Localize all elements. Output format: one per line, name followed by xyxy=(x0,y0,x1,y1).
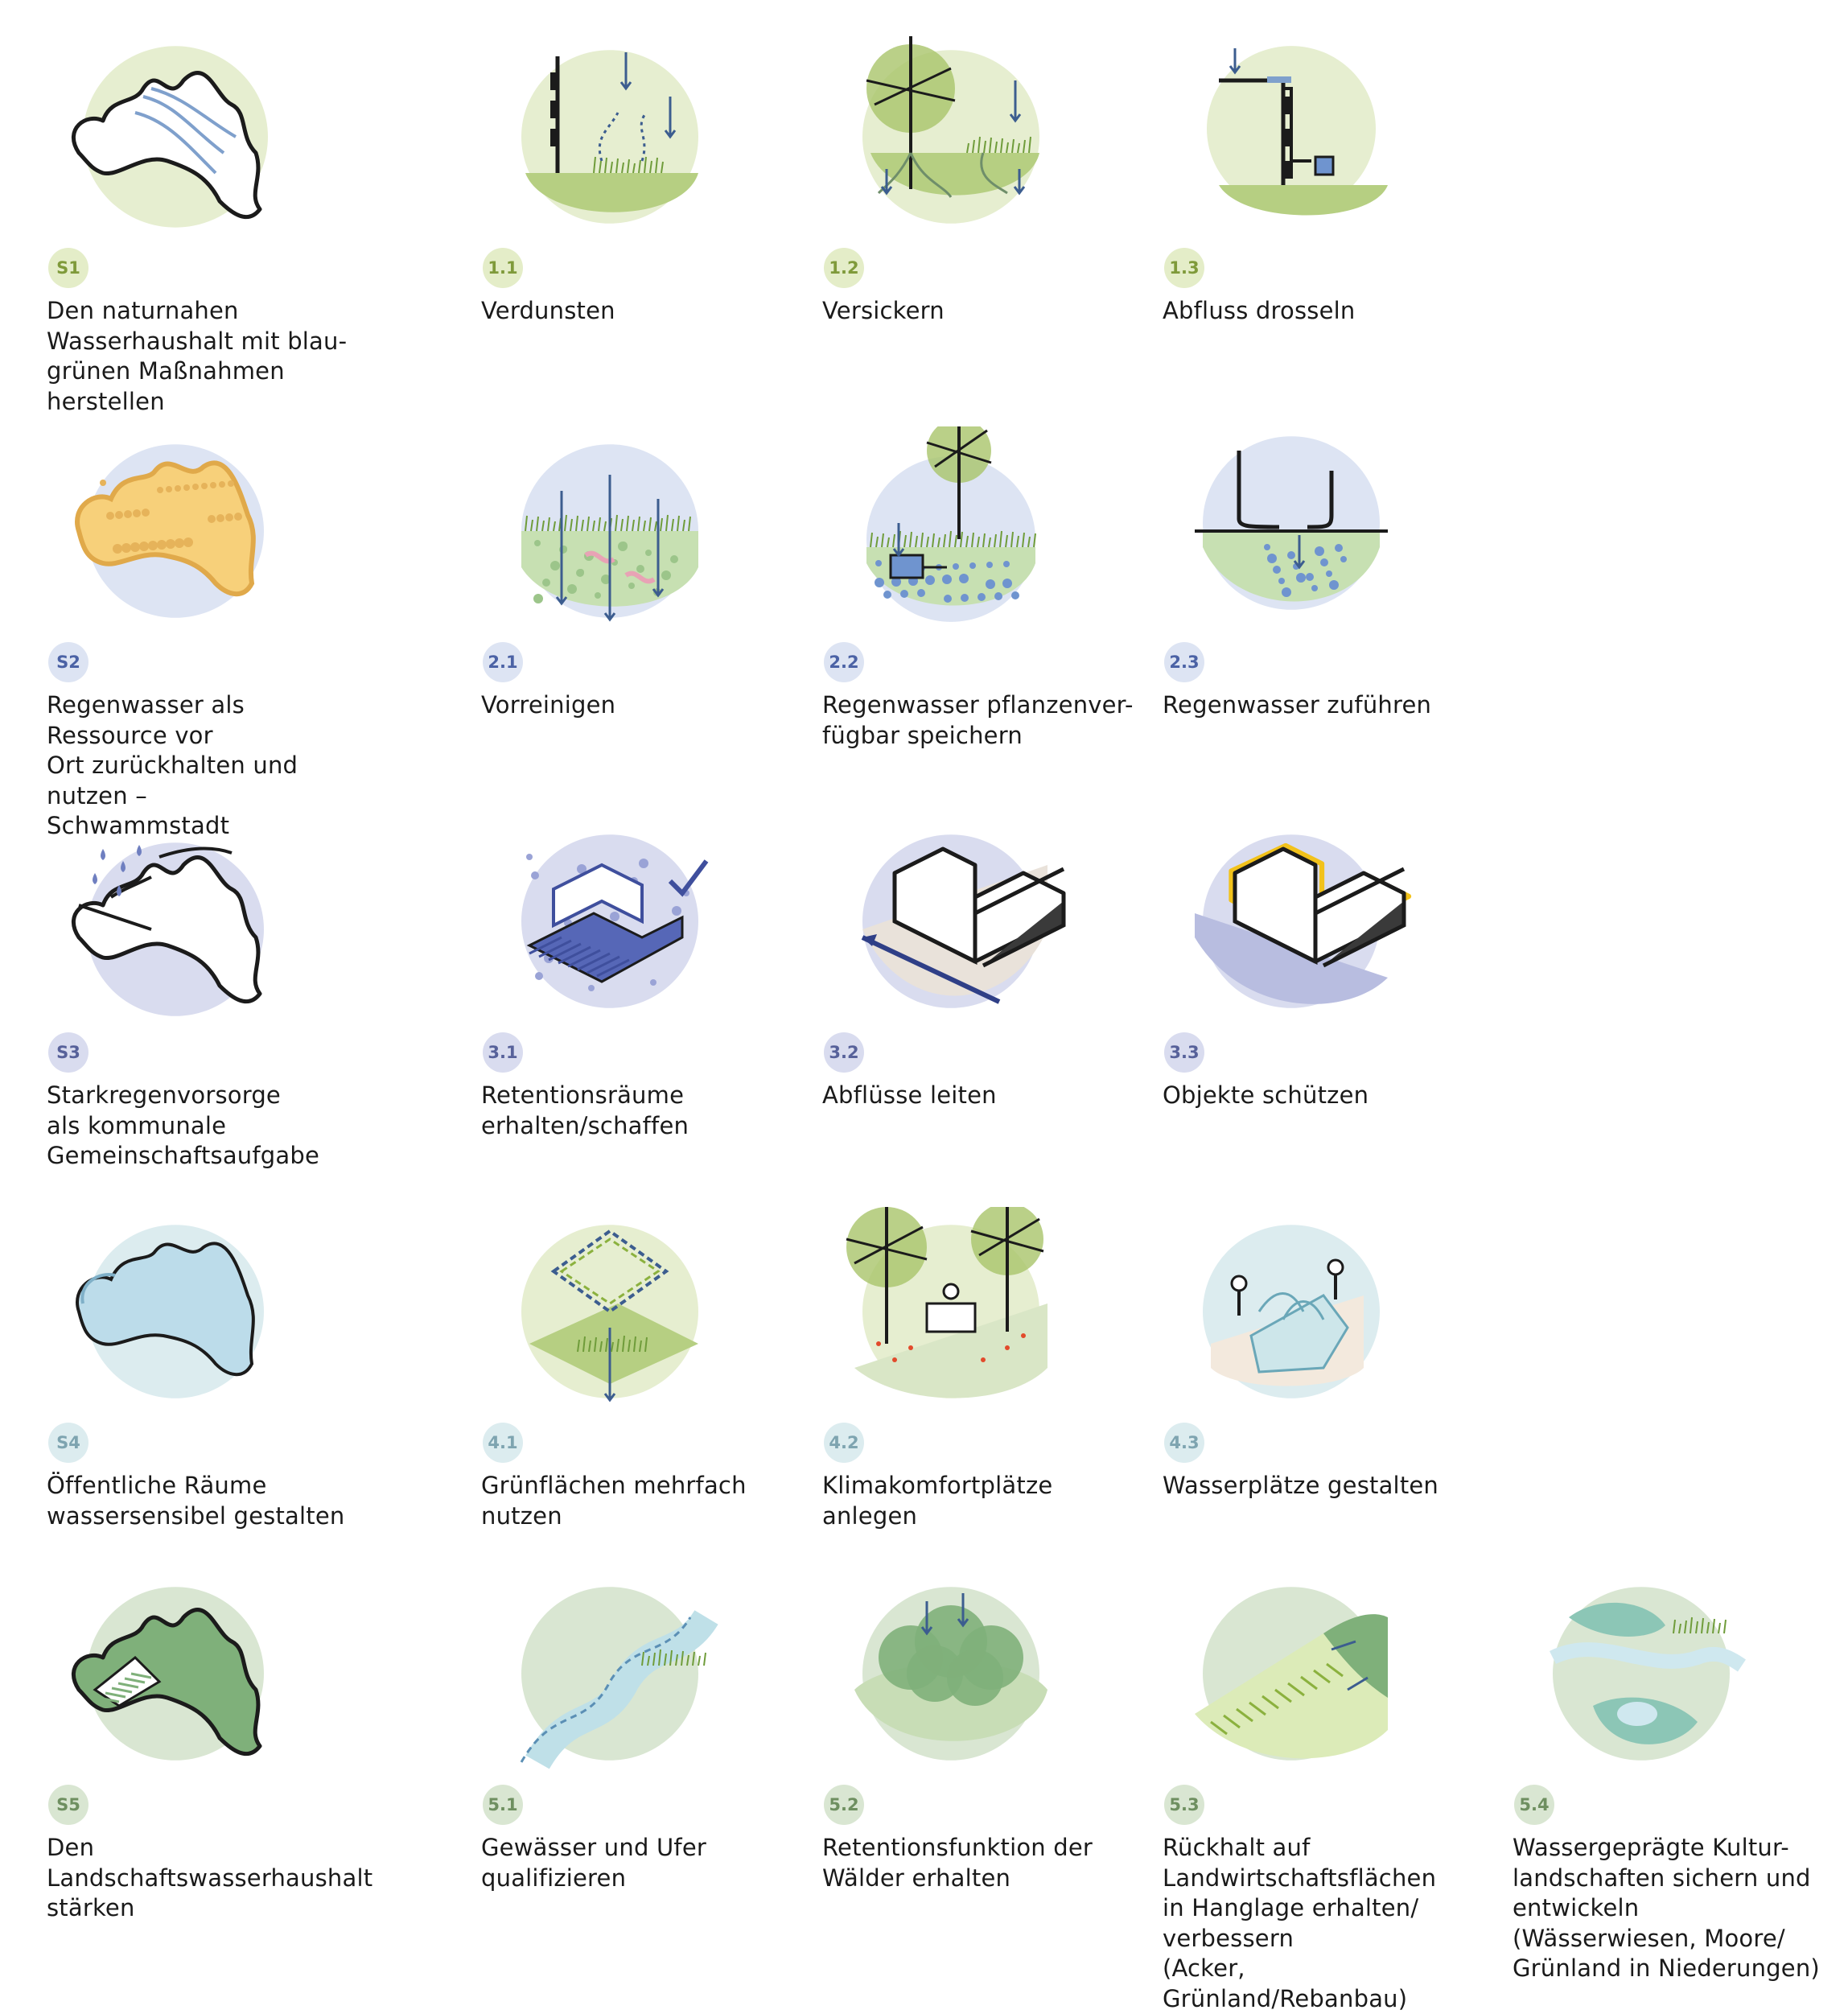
measure-number-badge: 5.2 xyxy=(824,1785,864,1825)
measure-number-badge: 2.2 xyxy=(824,642,864,682)
protected-building-icon xyxy=(1163,817,1420,1026)
runoff-supply-icon xyxy=(1163,426,1420,636)
multiuse-green-icon xyxy=(481,1207,739,1416)
measure-label: Regenwasser als Ressource vor Ort zurückhalten und nutzen – Schwammstadt xyxy=(47,691,298,839)
measure-number-badge: S5 xyxy=(48,1785,88,1825)
retention-stairs-icon xyxy=(481,817,739,1026)
measure-label: Den naturnahen Wasserhaushalt mit blau- grünen Maßnahmen herstellen xyxy=(47,297,348,415)
measure-number-badge: 3.3 xyxy=(1164,1032,1204,1073)
flow-direction-building-icon xyxy=(822,817,1080,1026)
measure-number-badge: 3.1 xyxy=(483,1032,523,1073)
region-water-lines-icon xyxy=(47,32,304,241)
water-play-icon xyxy=(1163,1207,1420,1416)
evaporation-icon xyxy=(481,32,739,241)
measure-number-badge: 5.3 xyxy=(1164,1785,1204,1825)
measure-label: Vorreinigen xyxy=(481,691,616,719)
tree-storage-icon xyxy=(822,426,1080,636)
measure-label: Den Landschaftswasserhaushalt stärken xyxy=(47,1834,373,1921)
measure-number-badge: 3.2 xyxy=(824,1032,864,1073)
measure-number-badge: 5.4 xyxy=(1514,1785,1554,1825)
measure-number-badge: S3 xyxy=(48,1032,88,1073)
measure-label: Abflüsse leiten xyxy=(822,1081,997,1109)
soil-filter-icon xyxy=(481,426,739,636)
shaded-bench-icon xyxy=(822,1207,1080,1416)
landscape-region-icon xyxy=(47,1569,304,1778)
measure-label: Retentionsräume erhalten/schaffen xyxy=(481,1081,689,1139)
forest-retention-icon xyxy=(822,1569,1080,1778)
measure-number-badge: 4.1 xyxy=(483,1423,523,1463)
measure-label: Öffentliche Räume wassersensibel gestalten xyxy=(47,1472,345,1530)
measure-number-badge: 1.1 xyxy=(483,248,523,288)
sponge-region-icon xyxy=(47,426,304,636)
slope-farmland-icon xyxy=(1163,1569,1420,1778)
measure-number-badge: 5.1 xyxy=(483,1785,523,1825)
measure-label: Versickern xyxy=(822,297,945,324)
measure-label: Wasserplätze gestalten xyxy=(1163,1472,1439,1499)
infiltration-tree-icon xyxy=(822,32,1080,241)
measure-label: Abfluss drosseln xyxy=(1163,297,1356,324)
measure-label: Grünflächen mehrfach nutzen xyxy=(481,1472,747,1530)
measure-label: Klimakomfortplätze anlegen xyxy=(822,1472,1053,1530)
measure-number-badge: 2.3 xyxy=(1164,642,1204,682)
measure-label: Verdunsten xyxy=(481,297,615,324)
measure-label: Regenwasser zuführen xyxy=(1163,691,1432,719)
measure-label: Regenwasser pflanzenver- fügbar speichern xyxy=(822,691,1134,749)
measure-number-badge: 4.3 xyxy=(1164,1423,1204,1463)
wet-meadows-icon xyxy=(1513,1569,1770,1778)
measure-number-badge: 1.2 xyxy=(824,248,864,288)
measure-label: Rückhalt auf Landwirtschaftsflächen in Hanglage erhalten/ verbessern (Acker, Grünland/Rebanbau) xyxy=(1163,1834,1437,2012)
measure-number-badge: S2 xyxy=(48,642,88,682)
measure-label: Starkregenvorsorge als kommunale Gemeinschaftsaufgabe xyxy=(47,1081,320,1169)
measure-number-badge: S1 xyxy=(48,248,88,288)
measure-label: Retentionsfunktion der Wälder erhalten xyxy=(822,1834,1093,1892)
measure-number-badge: S4 xyxy=(48,1423,88,1463)
measure-number-badge: 1.3 xyxy=(1164,248,1204,288)
measure-label: Gewässer und Ufer qualifizieren xyxy=(481,1834,706,1892)
stream-banks-icon xyxy=(481,1569,739,1778)
facade-drain-icon xyxy=(1163,32,1420,241)
measure-label: Objekte schützen xyxy=(1163,1081,1369,1109)
measure-number-badge: 4.2 xyxy=(824,1423,864,1463)
flooded-region-icon xyxy=(47,1207,304,1416)
measure-label: Wassergeprägte Kultur- landschaften sichern und entwickeln (Wässerwiesen, Moore/ Grünland in Niederungen) xyxy=(1513,1834,1820,1982)
measure-number-badge: 2.1 xyxy=(483,642,523,682)
hands-rain-region-icon xyxy=(47,817,304,1026)
